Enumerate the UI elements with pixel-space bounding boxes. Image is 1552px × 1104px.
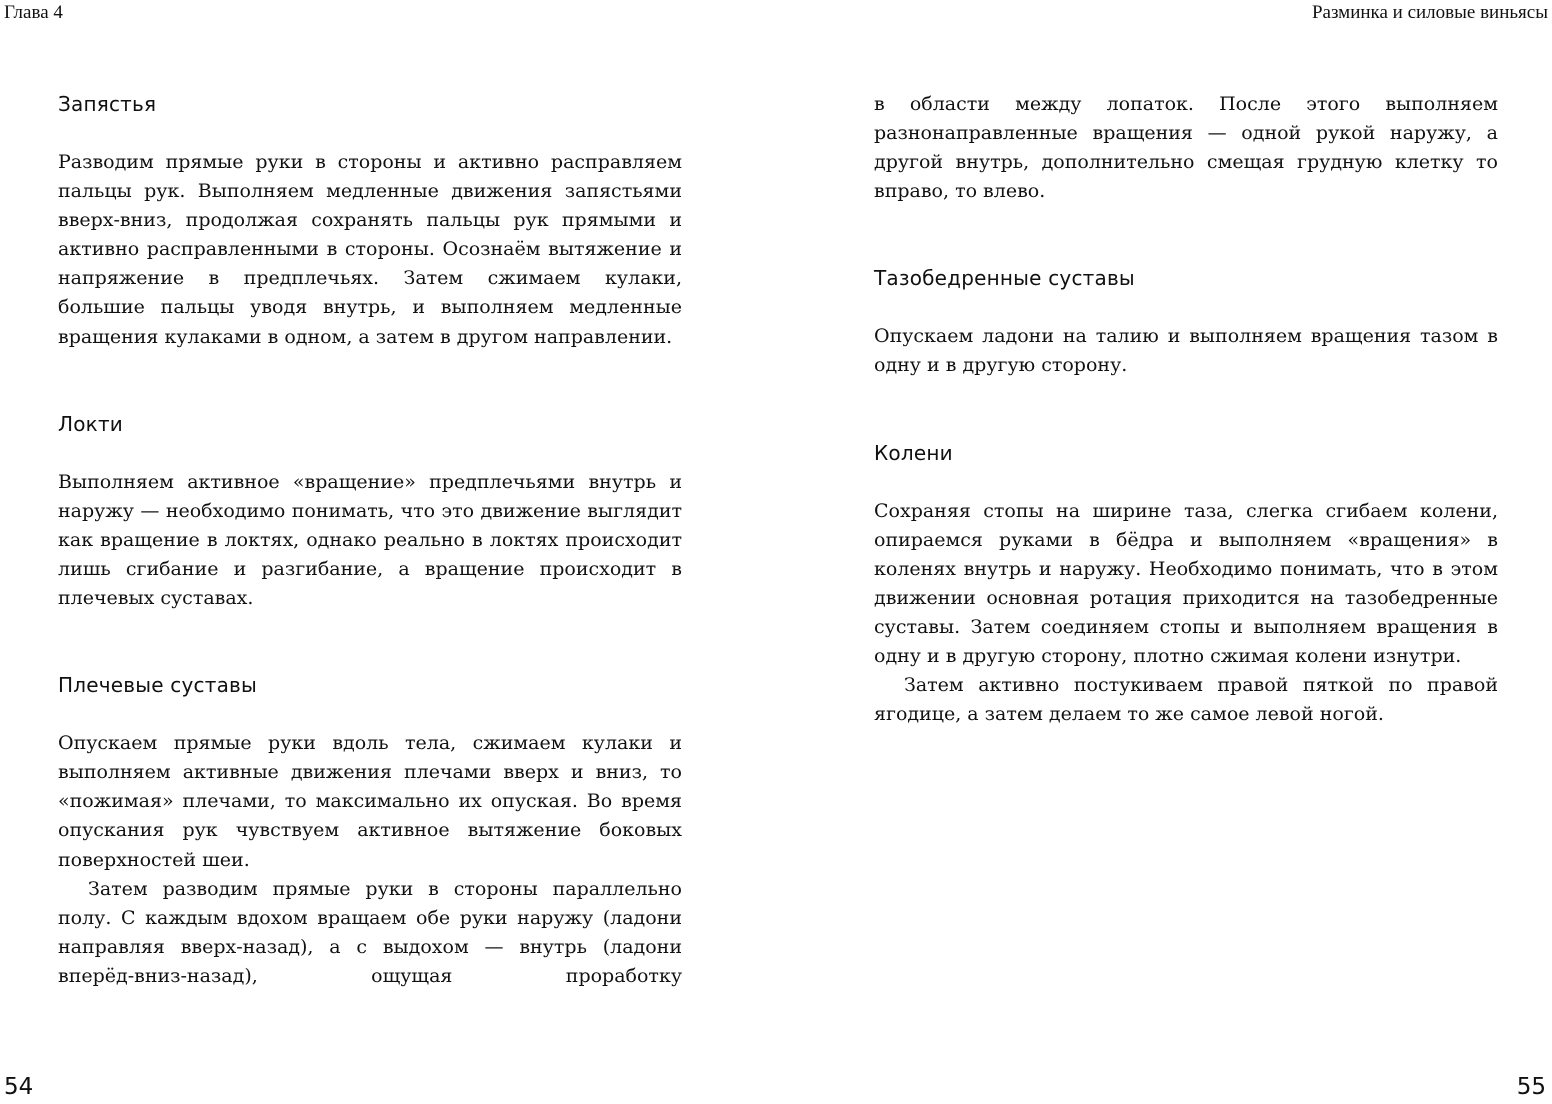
section-text-elbows: Выполняем активное «вращение» предплечьями внутрь и наружу — необходимо понимать, что это движение выглядит как вращение в локтях, однако реально в локтях происходит лишь сгибание и разгибание, а вращение происходит в плечевых суставах. xyxy=(58,470,682,610)
continued-text: в области между лопаток. После этого выполняем разнонаправленные вращения — одной рукой наружу, а другой внутрь, дополнительно смещая грудную клетку то вправо, то влево. xyxy=(874,93,1498,203)
left-page-column xyxy=(58,90,682,991)
running-head-chapter: Глава 4 xyxy=(4,2,63,23)
section-heading-knees: Колени xyxy=(874,440,953,465)
running-head-title: Разминка и силовые виньясы xyxy=(1311,2,1548,23)
section-heading-elbows: Локти xyxy=(58,411,124,436)
page-number-right: 55 xyxy=(1516,1074,1546,1100)
section-heading-hips: Тазобедренные суставы xyxy=(874,266,1135,291)
section-text-shoulders-1: Опускаем прямые руки вдоль тела, сжимаем кулаки и выполняем активные движения плечами вверх и вниз, то «пожимая» плечами, то максимально их опуская. Во время опускания рук чувствуем активное вытяжение боковых поверхностей шеи. xyxy=(58,732,682,871)
section-text-knees-2: Затем активно постукиваем правой пяткой по правой ягодице, а затем делаем то же самое левой ногой. xyxy=(874,674,1498,726)
right-page-column xyxy=(874,90,1498,729)
section-text-hips: Опускаем ладони на талию и выполняем вращения тазом в одну и в другую сторону. xyxy=(874,325,1498,377)
section-heading-shoulders: Плечевые суставы xyxy=(58,673,258,698)
page-number-left: 54 xyxy=(4,1074,34,1100)
section-heading-wrists: Запястья xyxy=(58,92,157,116)
section-text-knees-1: Сохраняя стопы на ширине таза, слегка сгибаем колени, опираемся руками в бёдра и выполняем «вращения» в коленях внутрь и наружу. Необходимо понимать, что в этом движении основная ротация приходится на тазобедренные суставы. Затем соединяем стопы и выполняем вращения в одну и в другую сторону, плотно сжимая колени изнутри. xyxy=(874,499,1498,668)
section-text-shoulders-2: Затем разводим прямые руки в стороны параллельно полу. С каждым вдохом вращаем обе руки наружу (ладони направляя вверх-назад), а с выдохом — внутрь (ладони вперёд-вниз-назад), ощущая проработку xyxy=(58,877,682,987)
section-text-wrists: Разводим прямые руки в стороны и активно расправляем пальцы рук. Выполняем медленные движения запястьями вверх-вниз, продолжая сохранять пальцы рук прямыми и активно расправленными в стороны. Осознаём вытяжение и напряжение в предплечьях. Затем сжимаем кулаки, большие пальцы уводя внутрь, и выполняем медленные вращения кулаками в одном, а затем в другом направлении. xyxy=(58,151,682,348)
